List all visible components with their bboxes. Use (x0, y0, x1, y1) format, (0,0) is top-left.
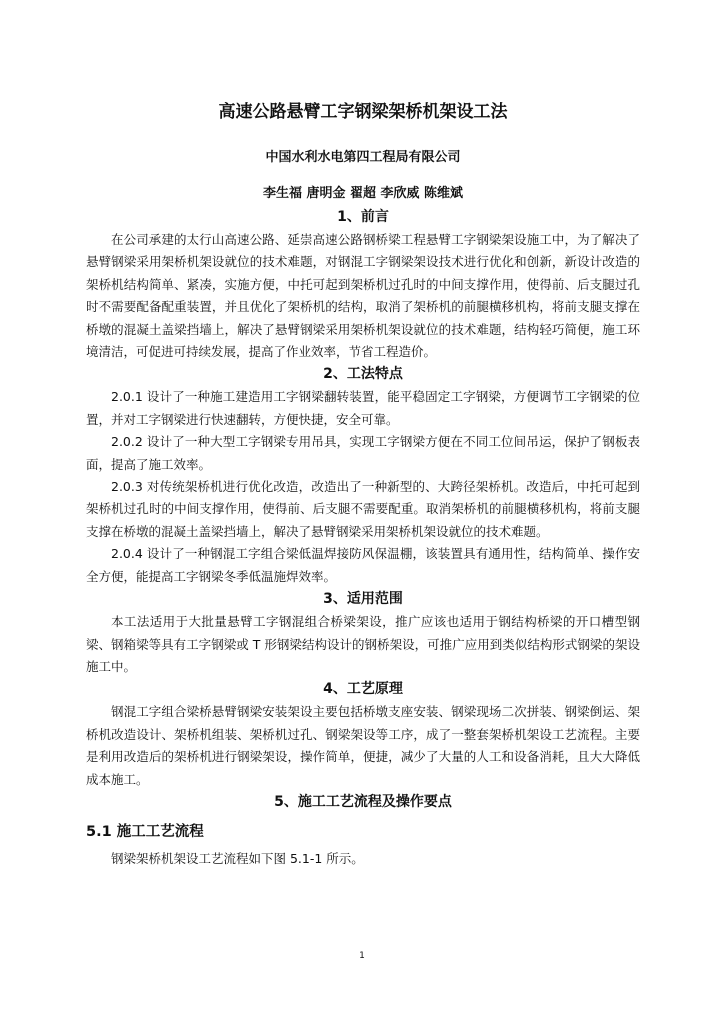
authors: 李生福 唐明金 翟超 李欣威 陈维斌 (262, 186, 464, 201)
paragraph: 2.0.1 设计了一种施工建造用工字钢梁翻转装置，能平稳固定工字钢梁，方便调节工字钢梁的位置，并对工字钢梁进行快速翻转，方便快捷，安全可靠。 (86, 389, 640, 427)
page-number: 1 (359, 951, 365, 961)
paragraph: 钢混工字组合梁桥悬臂钢梁安装架设主要包括桥墩支座安装、钢梁现场二次拼装、钢梁倒运、架桥机改造设计、架桥机组装、架桥机过孔、钢梁架设等工序，成了一整套架桥机架设工艺流程。主要是利用改造后的架桥机进行钢梁架设，操作简单，便捷，减少了大量的人工和设备消耗，且大大降低成本施工。 (86, 704, 640, 787)
paragraph: 2.0.4 设计了一种钢混工字组合梁低温焊接防风保温棚，该装置具有通用性，结构简单、操作安全方便，能提高工字钢梁冬季低温施焊效率。 (86, 546, 640, 584)
paragraph: 在公司承建的太行山高速公路、延崇高速公路钢桥梁工程悬臂工字钢梁架设施工中，为了解决了悬臂钢梁采用架桥机架设就位的技术难题，对钢混工字钢梁架设技术进行优化和创新，新设计改造的架桥机结构简单、紧凑，实施方便，中托可起到架桥机过孔时的中间支撑作用，使得前、后支腿过孔时不需要配备配重装置，并且优化了架桥机的结构，取消了架桥机的前腿横移机构，将前支腿支撑在桥墩的混凝土盖梁挡墙上，解决了悬臂钢梁采用架桥机架设就位的技术难题，结构轻巧简便，施工环境清洁，可促进可持续发展，提高了作业效率，节省工程造价。 (86, 232, 640, 360)
paragraph: 本工法适用于大批量悬臂工字钢混组合桥梁架设，推广应该也适用于钢结构桥梁的开口槽型钢梁、钢箱梁等具有工字钢梁或 T 形钢梁结构设计的钢桥架设，可推广应用到类似结构形式钢梁的架设施工中。 (86, 614, 640, 674)
paragraph: 钢梁架桥机架设工艺流程如下图 5.1-1 所示。 (111, 850, 364, 866)
subsection-heading-process-flow: 5.1 施工工艺流程 (86, 823, 204, 840)
section-heading-features: 2、工法特点 (323, 366, 403, 383)
document-title: 高速公路悬臂工字钢梁架桥机架设工法 (218, 102, 508, 122)
section-heading-preface: 1、前言 (337, 209, 389, 225)
section-heading-principle: 4、工艺原理 (323, 681, 403, 698)
document-page (86, 100, 640, 870)
paragraph: 2.0.3 对传统架桥机进行优化改造，改造出了一种新型的、大跨径架桥机。改造后，中托可起到架桥机过孔时的中间支撑作用，使得前、后支腿不需要配重。取消架桥机的前腿横移机构，将前支腿支撑在桥墩的混凝土盖梁挡墙上，解决了悬臂钢梁采用架桥机架设就位的技术难题。 (86, 479, 640, 539)
section-heading-process: 5、施工工艺流程及操作要点 (274, 793, 452, 810)
section-heading-scope: 3、适用范围 (323, 591, 403, 608)
paragraph: 2.0.2 设计了一种大型工字钢梁专用吊具，实现工字钢梁方便在不同工位间吊运，保护了钢板表面，提高了施工效率。 (86, 434, 640, 472)
organization: 中国水利水电第四工程局有限公司 (265, 150, 461, 165)
